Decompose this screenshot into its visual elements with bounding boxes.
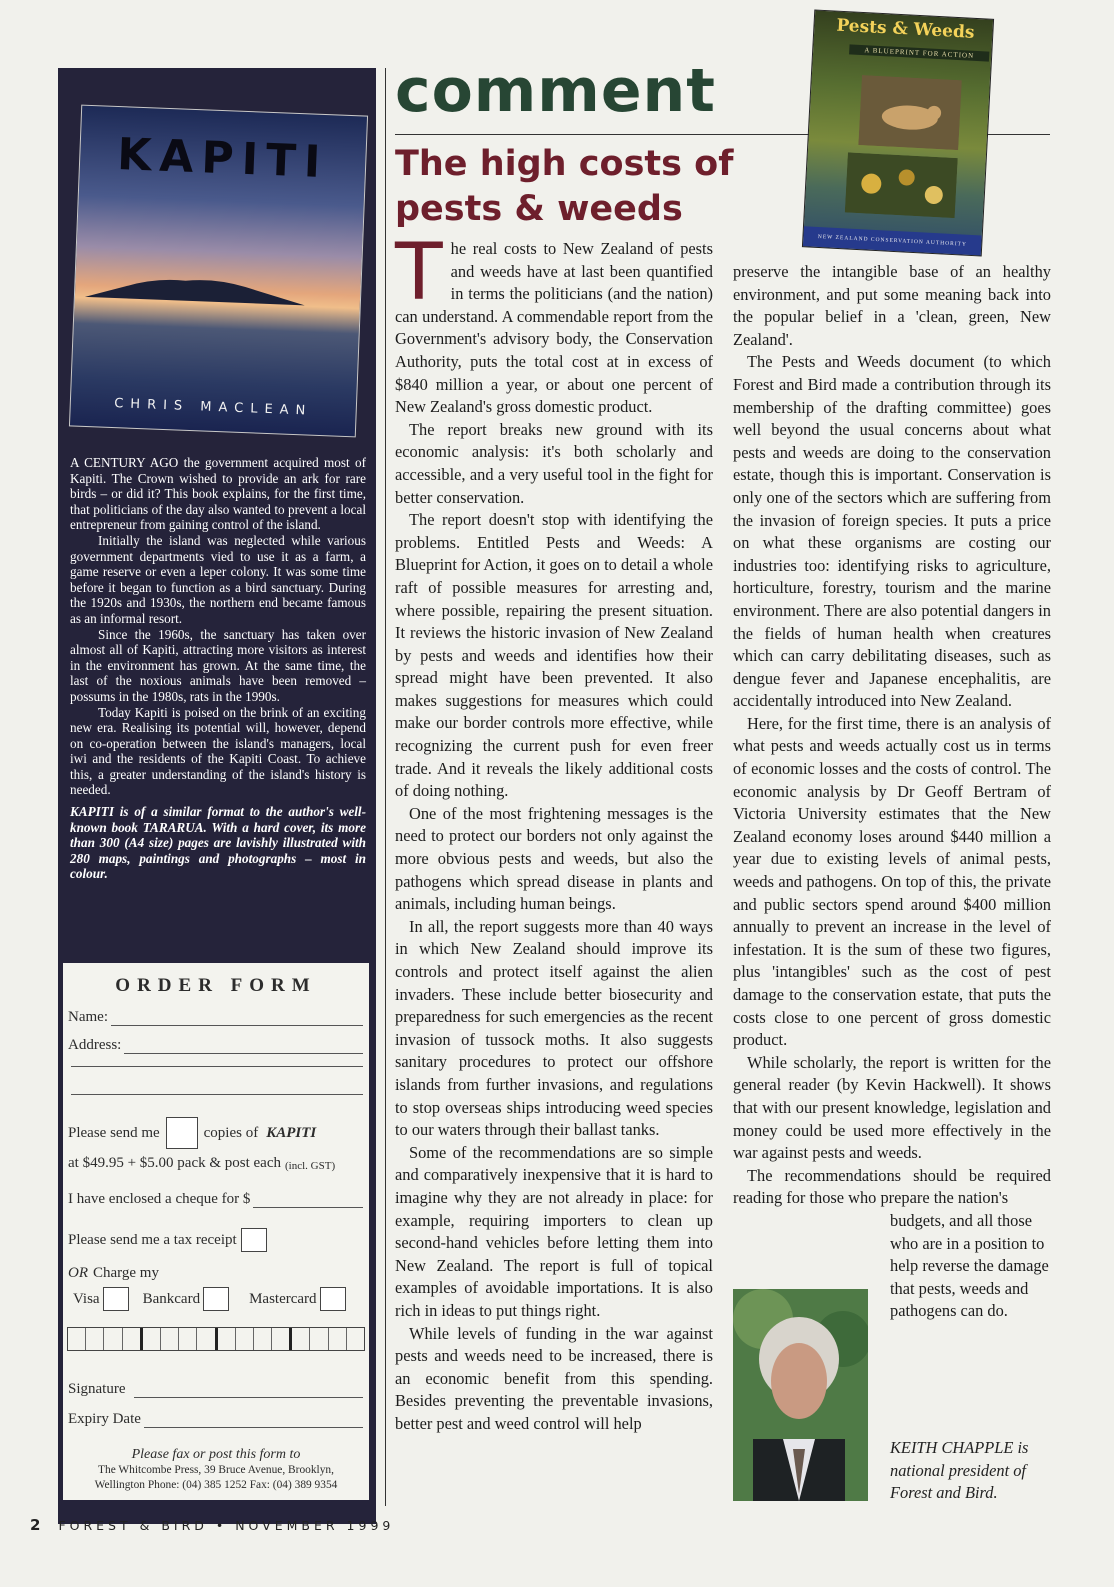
article-wrap-text: budgets, and all those who are in a position to help reverse the damage that pests, weeds and pathogens can do. xyxy=(890,1210,1049,1321)
report-cover-subtitle: A BLUEPRINT FOR ACTION xyxy=(849,44,989,61)
cheque-row xyxy=(68,1191,363,1208)
advert-paragraph: Since the 1960s, the sanctuary has taken over almost all of Kapiti, attracting more visitors as interest in the environment has grown. At the same time, the last of the noxious animals have been removed – possums in the 1980s, rats in the 1990s. xyxy=(70,626,366,704)
fax-address: The Whitcombe Press, 39 Bruce Avenue, Brooklyn, xyxy=(98,1464,334,1476)
kapiti-book-cover xyxy=(69,105,368,438)
price-row xyxy=(68,1155,363,1172)
name-row xyxy=(68,1009,363,1026)
section-title: comment xyxy=(395,56,716,126)
page-number: 2 xyxy=(30,1516,41,1534)
send-prefix: Please send me xyxy=(68,1124,160,1141)
column-divider xyxy=(385,68,386,1506)
signature-row xyxy=(68,1381,363,1398)
signature-field[interactable] xyxy=(134,1396,364,1398)
card-type-row xyxy=(73,1287,363,1311)
address-field-2[interactable] xyxy=(71,1065,363,1067)
copies-row xyxy=(68,1117,363,1149)
address-field-3[interactable] xyxy=(71,1093,363,1095)
fax-heading: Please fax or post this form to xyxy=(131,1447,301,1462)
mastercard-label: Mastercard xyxy=(249,1290,317,1307)
address-label: Address: xyxy=(68,1037,122,1053)
article-paragraph: The real costs to New Zealand of pests and weeds have at last been quantified in terms the politicians (and the nation) can understand. A commendable report from the Government's advisory body, the Conservation Authority, puts the total cost at in excess of $840 million a year, or about one percent of New Zealand's gross domestic product. xyxy=(395,228,713,417)
expiry-label: Expiry Date xyxy=(68,1411,141,1427)
drop-cap: T xyxy=(395,228,443,318)
author-photo xyxy=(733,1289,868,1501)
author-portrait xyxy=(733,1289,868,1501)
card-number-boxes[interactable] xyxy=(67,1327,365,1351)
fax-details xyxy=(63,1447,369,1493)
bankcard-label: Bankcard xyxy=(142,1290,201,1307)
article-paragraph: The Pests and Weeds document (to which Forest and Bird made a contribution through its membership of the drafting committee) goes well beyond the usual concerns about what pests and weeds are doing to the conservation estate, though this is important. Conservation is only one of the sectors which are suffering from the invasion of foreign species. It puts a price on what these organisms are costing our industries too: identifying risks to agriculture, horticulture, forestry, tourism and the marine environment. There are also potential dangers in the fields of human health when creatures which can carry debilitating diseases, such as dengue fever and Japanese encephalitis, are accidentally introduced into New Zealand. xyxy=(733,352,1051,711)
bankcard-checkbox[interactable] xyxy=(203,1287,229,1311)
price-text: at $49.95 + $5.00 pack & post each xyxy=(68,1155,281,1171)
article-paragraph: preserve the intangible base of an healthy environment, and put some meaning back into the popular belief in a 'clean, green, New Zealand'. xyxy=(733,262,1051,349)
report-cover xyxy=(802,9,994,256)
visa-label: Visa xyxy=(73,1290,100,1307)
charge-row xyxy=(68,1265,363,1282)
book-author: CHRIS MACLEAN xyxy=(113,396,313,419)
send-suffix: copies of xyxy=(203,1124,259,1141)
order-form xyxy=(63,963,369,1500)
book-title: KAPITI xyxy=(116,129,330,189)
article-column-1 xyxy=(395,228,713,1435)
page-footer xyxy=(30,1516,394,1534)
copies-box[interactable] xyxy=(166,1117,198,1149)
article-paragraph: While levels of funding in the war against pests and weeds need to be increased, there is an economic benefit from this spending. Besides preventing the preventable invasions, better pest and weed control will help xyxy=(395,1323,713,1433)
cheque-amount-field[interactable] xyxy=(253,1206,363,1208)
visa-checkbox[interactable] xyxy=(103,1287,129,1311)
article-paragraph: While scholarly, the report is written for the general reader (by Kevin Hackwell). It shows that with our present knowledge, legislation and money could be used more effectively in the war against pests and weeds. xyxy=(733,1052,1051,1163)
expiry-row xyxy=(68,1411,363,1428)
advert-paragraph: A CENTURY AGO the government acquired most of Kapiti. The Crown wished to provide an ark for rare birds – or did it? This book explains, for the first time, that politicians of the day also wanted to prevent a local entrepreneur from gaining control of the island. xyxy=(70,455,366,533)
advert-note: KAPITI is of a similar format to the author's well-known book TARARUA. With a hard cover, its more than 300 (A4 size) pages are lavishly illustrated with 280 maps, paintings and photographs – most in colour. xyxy=(70,804,366,882)
article-paragraph: One of the most frightening messages is the need to protect our borders not only against the more obvious pests and weeds, but also the pathogens which spread disease in plants and animals, including human beings. xyxy=(395,803,713,914)
publication-line: FOREST & BIRD • NOVEMBER 1999 xyxy=(58,1518,395,1533)
article-paragraph: Here, for the first time, there is an analysis of what pests and weeds actually cost us in terms of economic losses and the costs of control. The economic analysis by Dr Geoff Bertram of Victoria University estimates that the New Zealand economy loses around $440 million a year due to existing levels of animal pests, weeds and pathogens. On top of this, the private and public sectors spend around $400 million annually to prevent an increase in the level of infestation. It is the sum of these two figures, plus 'intangibles' such as the cost of pest damage to the conservation estate, that puts the costs close to one percent of gross domestic product. xyxy=(733,713,1051,1050)
article-paragraph: The recommendations should be required reading for those who prepare the nation's xyxy=(733,1165,1051,1208)
island-silhouette xyxy=(85,271,306,307)
report-cover-title: Pests & Weeds xyxy=(835,15,975,43)
fax-contact: Wellington Phone: (04) 385 1252 Fax: (04) 389 9354 xyxy=(94,1479,338,1491)
article-paragraph: Some of the recommendations are so simple and comparatively inexpensive that it is hard to imagine why they are not already in place: for example, requiring importers to clean up second-hand vehicles before letting them into New Zealand. The report is full of topical examples of avoidable importations. It is also rich in ideas to put things right. xyxy=(395,1142,713,1320)
signature-label: Signature xyxy=(68,1381,126,1397)
name-label: Name: xyxy=(68,1009,108,1025)
report-cover-publisher: NEW ZEALAND CONSERVATION AUTHORITY xyxy=(803,226,982,255)
article-headline: The high costs of pests & weeds xyxy=(395,144,734,229)
send-book: KAPITI xyxy=(266,1124,317,1141)
cheque-label: I have enclosed a cheque for $ xyxy=(68,1191,251,1207)
address-line-3 xyxy=(68,1093,363,1095)
receipt-row xyxy=(68,1228,363,1252)
charge-label: Charge my xyxy=(93,1265,159,1281)
order-form-title: ORDER FORM xyxy=(115,975,317,996)
mastercard-checkbox[interactable] xyxy=(320,1287,346,1311)
address-field[interactable] xyxy=(124,1052,363,1054)
advert-text xyxy=(70,455,366,882)
address-line-2 xyxy=(68,1065,363,1067)
advert-paragraph: Initially the island was neglected while various government departments vied to use it as a farm, a game reserve or even a leper colony. It was some time before it began to function as a bird sanctuary. During the 1920s and 1930s, the northern end became famous as an informal resort. xyxy=(70,532,366,626)
report-cover-weeds xyxy=(845,152,958,218)
receipt-label: Please send me a tax receipt xyxy=(68,1231,237,1248)
article-paragraph: The report breaks new ground with its economic analysis: it's both scholarly and accessible, and a very useful tool in the fight for better conservation. xyxy=(395,419,713,507)
tax-receipt-checkbox[interactable] xyxy=(241,1228,267,1252)
price-note: (incl. GST) xyxy=(285,1160,336,1172)
charge-or: OR xyxy=(68,1265,88,1281)
photo-caption: KEITH CHAPPLE is national president of Forest and Bird. xyxy=(890,1438,1029,1503)
report-cover-photo xyxy=(858,75,962,150)
advert-paragraph: Today Kapiti is poised on the brink of an exciting new era. Realising its potential will, however, depend on co-operation between the island's managers, local iwi and the residents of the Kapiti Coast. To achieve this, a greater understanding of the island's history is needed. xyxy=(70,704,366,798)
address-row xyxy=(68,1037,363,1054)
article-column-2 xyxy=(733,261,1051,1323)
name-field[interactable] xyxy=(111,1024,363,1026)
article-paragraph: In all, the report suggests more than 40 ways in which New Zealand should improve its controls and protect itself against the alien invaders. These include better biosecurity and preparedness for such emergencies as the recent invasion of tussock moths. It also suggests sanitary procedures to protect our offshore islands from further invasions, and regulations to stop overseas ships introducing weed species to our waters through their ballast tanks. xyxy=(395,916,713,1140)
article-paragraph: The report doesn't stop with identifying the problems. Entitled Pests and Weeds: A Blueprint for Action, it goes on to detail a whole raft of possible measures for arresting and, where possible, repairing the present situation. It reviews the historic invasion of New Zealand by pests and weeds and identifies how their spread might have been prevented. It also makes suggestions for measures which could make our border controls more effective, while recognizing the current push for even freer trade. And it reveals the likely additional costs of doing nothing. xyxy=(395,510,713,801)
expiry-field[interactable] xyxy=(144,1426,363,1428)
